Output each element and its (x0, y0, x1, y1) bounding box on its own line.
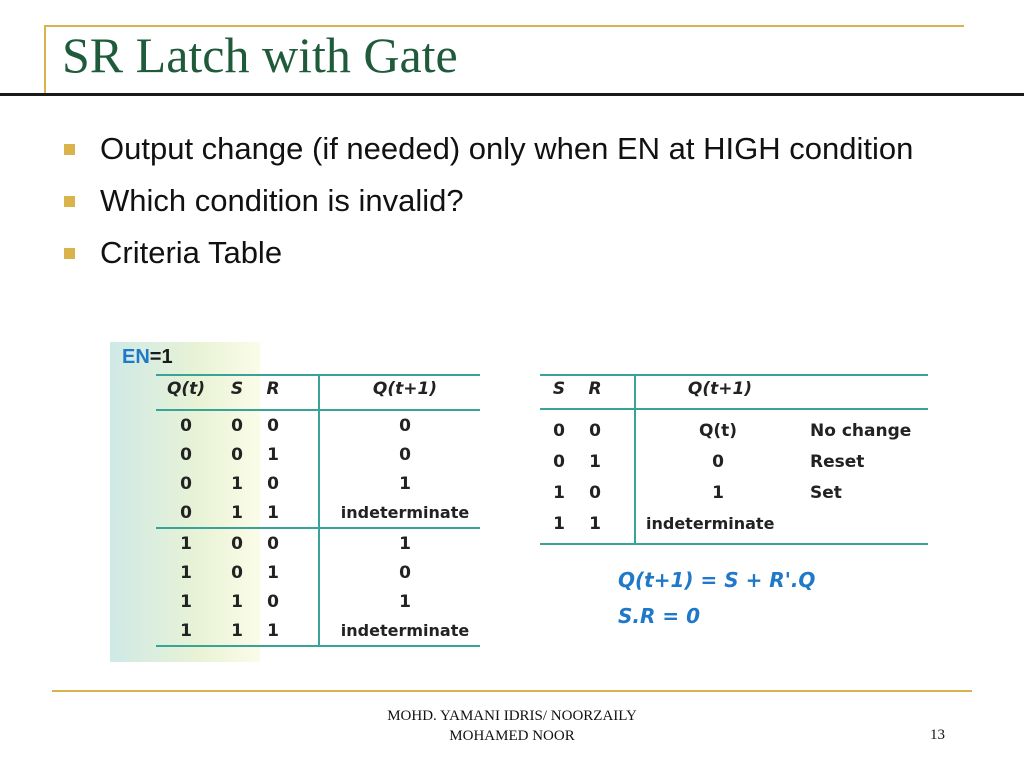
formula-constraint: S.R = 0 (618, 604, 701, 628)
page-number: 13 (930, 727, 945, 743)
table-cell: 1 (231, 503, 243, 523)
table-rule-header (540, 408, 928, 410)
table-cell: 1 (231, 474, 243, 494)
table-cell: 1 (267, 445, 279, 465)
table-cell: 1 (180, 563, 192, 583)
table-cell: 0 (180, 416, 192, 436)
table-cell: indeterminate (340, 503, 470, 522)
title-frame-left (44, 25, 46, 95)
table-cell: 0 (712, 452, 724, 472)
en-label (122, 346, 173, 369)
table-cell: 0 (267, 474, 279, 494)
table-cell: 1 (180, 534, 192, 554)
table-cell: 0 (267, 592, 279, 612)
table-rule-top (540, 374, 928, 376)
table-cell: 0 (399, 563, 411, 583)
table-header-cell: Q(t+1) (687, 379, 753, 399)
bullet-square-icon (64, 248, 75, 259)
table-cell: 1 (399, 534, 411, 554)
table-cell: 1 (180, 621, 192, 641)
table-cell: 1 (589, 514, 601, 534)
footer-author-line2: MOHAMED NOOR (449, 728, 575, 744)
table-cell: 0 (589, 483, 601, 503)
table-header-cell: S (552, 379, 566, 399)
table-cell: 1 (712, 483, 724, 503)
table-cell: 1 (180, 592, 192, 612)
table-cell: 0 (231, 534, 243, 554)
bullet-item (62, 180, 962, 222)
table-cell: 0 (180, 503, 192, 523)
table-rule-divider (318, 374, 320, 646)
bullet-list (62, 128, 962, 284)
table-cell: 0 (589, 421, 601, 441)
footer-author (300, 706, 724, 746)
table-cell: 0 (231, 563, 243, 583)
en-label-name: EN (122, 346, 150, 368)
table-rule-mid (156, 527, 480, 529)
table-cell: 1 (553, 514, 565, 534)
table-cell: 0 (553, 452, 565, 472)
table-cell: 1 (231, 592, 243, 612)
table-header-cell: R (266, 379, 280, 399)
table-header-cell: Q(t) (166, 379, 206, 399)
table-header-cell: R (588, 379, 602, 399)
table-rule-bottom (540, 543, 928, 545)
table-cell: Set (810, 483, 842, 503)
bullet-item (62, 128, 962, 170)
table-cell: 0 (399, 416, 411, 436)
table-cell: 1 (399, 592, 411, 612)
table-cell: 0 (399, 445, 411, 465)
table-cell: Q(t) (698, 421, 738, 441)
table-header-cell: S (230, 379, 244, 399)
bullet-text: Which condition is invalid? (100, 183, 464, 218)
table-cell: 0 (231, 445, 243, 465)
table-cell: 1 (231, 621, 243, 641)
table-rule-bottom (156, 645, 480, 647)
formula-next-state: Q(t+1) = S + R'.Q (618, 568, 816, 592)
table-cell: 1 (553, 483, 565, 503)
table-cell: 0 (267, 416, 279, 436)
table-cell: 0 (553, 421, 565, 441)
footer-author-line1: MOHD. YAMANI IDRIS/ NOORZAILY (387, 708, 637, 724)
table-cell: indeterminate (646, 514, 775, 533)
table-cell: 1 (267, 621, 279, 641)
table-cell: 1 (589, 452, 601, 472)
title-underline (0, 93, 1024, 96)
table-cell: indeterminate (340, 621, 470, 640)
table-cell: 0 (267, 534, 279, 554)
bullet-item (62, 232, 962, 274)
table-cell: 0 (180, 474, 192, 494)
table-cell: 1 (267, 563, 279, 583)
bullet-square-icon (64, 144, 75, 155)
table-rule-divider (634, 374, 636, 544)
table-cell: 1 (399, 474, 411, 494)
table-cell: 0 (231, 416, 243, 436)
bullet-text: Output change (if needed) only when EN at HIGH condition (100, 131, 914, 166)
slide-title: SR Latch with Gate (62, 27, 458, 83)
en-label-value: =1 (149, 346, 173, 368)
bullet-square-icon (64, 196, 75, 207)
table-cell: No change (810, 421, 912, 441)
table-header-cell: Q(t+1) (372, 379, 438, 399)
footer-line (52, 690, 972, 692)
table-cell: 1 (267, 503, 279, 523)
table-cell: Reset (810, 452, 865, 472)
table-cell: 0 (180, 445, 192, 465)
bullet-text: Criteria Table (100, 235, 283, 270)
